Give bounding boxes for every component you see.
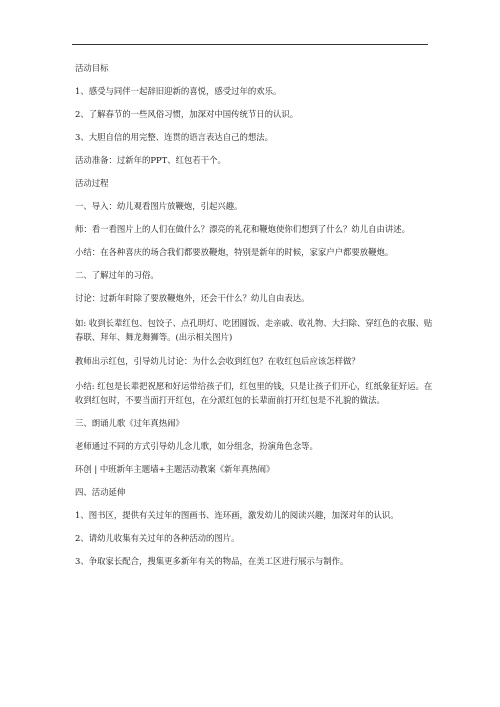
process-step-2-heading: 二、了解过年的习俗。 <box>75 270 159 280</box>
section-heading-process: 活动过程 <box>75 178 109 188</box>
section-heading-goals: 活动目标 <box>75 63 109 73</box>
goal-item-3: 3、大胆自信的用完整、连贯的语言表达自己的想法。 <box>75 132 273 142</box>
preparation-text: 活动准备：过新年的PPT、红包若干个。 <box>75 155 226 165</box>
rhyme-guidance-text: 老师通过不同的方式引导幼儿念儿歌，如分组念，扮演角色念等。 <box>75 441 318 451</box>
customs-examples-text: 如: 收到长辈红包、包饺子、点孔明灯、吃团圆饭、走亲戚、收礼物、大扫除、穿红色的衣服、贴春联、拜年、舞龙舞狮等。(出示相关图片) <box>75 318 433 342</box>
discussion-text: 讨论：过新年时除了要放鞭炮外，还会干什么？幼儿自由表达。 <box>75 293 310 303</box>
red-envelope-discussion-text: 教师出示红包，引导幼儿讨论：为什么会收到红包？在收红包后应该怎样做？ <box>75 355 360 366</box>
environment-note-text: 环创 | 中班新年主题墙+主题活动教案《新年真热闹》 <box>75 464 275 474</box>
section-heading-extension: 四、活动延伸 <box>75 487 126 497</box>
extension-item-3: 3、争取家长配合，搜集更多新年有关的物品，在美工区进行展示与制作。 <box>75 556 349 566</box>
summary-text-2: 小结: 红包是长辈把祝愿和好运带给孩子们，红包里的钱，只是让孩子们开心，红纸象征好运。在收到红包时，不要当面打开红包，在分派红包的长辈面前打开红包是不礼貌的做法。 <box>75 380 433 405</box>
teacher-question-text: 师：看一看图片上的人们在做什么？漂亮的礼花和鞭炮使你们想到了什么？幼儿自由讲述。 <box>75 224 410 234</box>
summary-text-1: 小结：在各种喜庆的场合我们都要放鞭炮，特别是新年的时候，家家户户都要放鞭炮。 <box>75 247 394 257</box>
header-rule <box>72 44 428 45</box>
process-step-1-heading: 一、导入：幼儿观看图片放鞭炮，引起兴趣。 <box>75 201 243 211</box>
document-body <box>75 63 433 566</box>
goal-item-2: 2、了解春节的一些风俗习惯，加深对中国传统节日的认识。 <box>75 109 299 119</box>
extension-item-2: 2、请幼儿收集有关过年的各种活动的图片。 <box>75 533 240 543</box>
process-step-3-heading: 三、朗诵儿歌《过年真热闹》 <box>75 418 184 428</box>
extension-item-1: 1、图书区，提供有关过年的图画书、连环画，激发幼儿的阅读兴趣，加深对年的认识。 <box>75 510 399 520</box>
goal-item-1: 1、感受与同伴一起辞旧迎新的喜悦，感受过年的欢乐。 <box>75 86 282 96</box>
